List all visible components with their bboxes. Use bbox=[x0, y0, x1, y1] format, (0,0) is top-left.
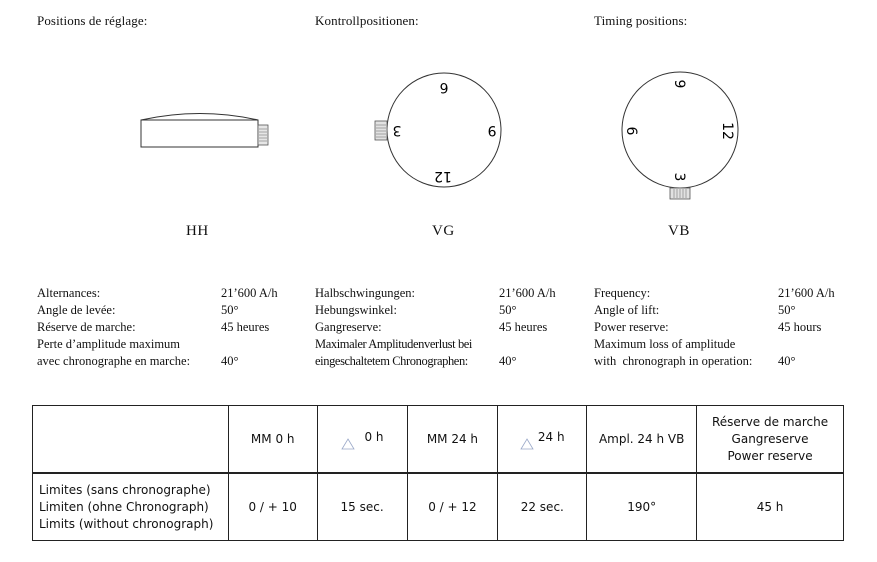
spec-list-de bbox=[315, 285, 472, 370]
value-cell: 15 sec. bbox=[317, 473, 407, 541]
spec-label: with chronograph in operation: bbox=[594, 354, 753, 368]
dial-numeral-left: 3 bbox=[392, 122, 402, 138]
spec-label: Angle de levée: bbox=[37, 303, 116, 317]
spec-label: eingeschaltetem Chronographen: bbox=[315, 354, 468, 368]
heading-en: Timing positions: bbox=[594, 13, 688, 28]
spec-label: Frequency: bbox=[594, 286, 651, 300]
spec-value: 50° bbox=[499, 303, 517, 317]
spec-list-en bbox=[594, 285, 752, 370]
crystal-dome bbox=[141, 114, 258, 121]
spec-label: Réserve de marche: bbox=[37, 320, 136, 334]
limits-table bbox=[32, 405, 844, 541]
header-cell-empty bbox=[33, 406, 229, 474]
spec-values-en bbox=[778, 285, 835, 370]
header-line: Réserve de marche bbox=[711, 414, 829, 429]
spec-label: Hebungswinkel: bbox=[315, 303, 397, 317]
spec-value: 21’600 A/h bbox=[221, 286, 278, 300]
spec-label: Maximaler Amplitudenverlust bei bbox=[315, 337, 473, 351]
value-cell: 0 / + 10 bbox=[228, 473, 317, 541]
spec-label: Gangreserve: bbox=[315, 320, 382, 334]
table-header-row bbox=[33, 406, 844, 474]
dial-numeral-right: 12 bbox=[719, 122, 735, 140]
spec-value bbox=[778, 336, 835, 353]
spec-value: 21’600 A/h bbox=[499, 286, 556, 300]
row-label-line: Limiten (ohne Chronograph) bbox=[39, 499, 209, 514]
spec-value: 40° bbox=[778, 354, 796, 368]
header-cell: Ampl. 24 h VB bbox=[587, 406, 697, 474]
position-code-vg: VG bbox=[432, 223, 455, 239]
header-cell bbox=[498, 406, 587, 474]
delta-triangle-icon bbox=[341, 438, 355, 450]
watch-dial-vg bbox=[370, 68, 510, 198]
spec-value: 40° bbox=[221, 354, 239, 368]
header-cell bbox=[317, 406, 407, 474]
spec-list-fr bbox=[37, 285, 190, 370]
watch-case bbox=[141, 120, 258, 147]
watch-side-view-hh bbox=[135, 105, 275, 155]
dial-numeral-bottom: 12 bbox=[434, 168, 452, 184]
spec-value: 45 heures bbox=[221, 320, 270, 334]
spec-values-fr bbox=[221, 285, 278, 370]
heading-fr: Positions de réglage: bbox=[37, 13, 148, 28]
spec-value bbox=[499, 336, 556, 353]
row-label-line: Limits (without chronograph) bbox=[39, 516, 214, 531]
row-label-cell bbox=[33, 473, 229, 541]
dial-numeral-top: 6 bbox=[439, 79, 449, 95]
spec-label: Perte d’amplitude maximum bbox=[37, 337, 181, 351]
header-label: 24 h bbox=[537, 430, 565, 444]
value-cell: 22 sec. bbox=[498, 473, 587, 541]
dial-numeral-right: 9 bbox=[487, 122, 497, 138]
delta-triangle-icon bbox=[520, 438, 534, 450]
header-line: Power reserve bbox=[727, 448, 813, 463]
crown-icon bbox=[670, 188, 690, 199]
header-cell: MM 0 h bbox=[228, 406, 317, 474]
watch-dial-vb bbox=[615, 68, 747, 204]
header-cell: MM 24 h bbox=[407, 406, 498, 474]
position-code-hh: HH bbox=[186, 223, 209, 239]
spec-value: 50° bbox=[221, 303, 239, 317]
spec-label: Alternances: bbox=[37, 286, 101, 300]
value-cell: 190° bbox=[587, 473, 697, 541]
position-code-vb: VB bbox=[668, 223, 690, 239]
spec-label: Maximum loss of amplitude bbox=[594, 337, 736, 351]
spec-label: Halbschwingungen: bbox=[315, 286, 415, 300]
header-cell-power-reserve bbox=[697, 406, 844, 474]
header-label: 0 h bbox=[364, 430, 384, 444]
spec-value: 50° bbox=[778, 303, 796, 317]
value-cell: 0 / + 12 bbox=[407, 473, 498, 541]
spec-value: 45 heures bbox=[499, 320, 548, 334]
dial-numeral-left: 6 bbox=[623, 126, 639, 136]
value-cell: 45 h bbox=[697, 473, 844, 541]
dial-numeral-bottom: 3 bbox=[671, 172, 687, 182]
heading-de: Kontrollpositionen: bbox=[315, 13, 419, 28]
crown-icon bbox=[375, 121, 387, 140]
spec-label: avec chronographe en marche: bbox=[37, 354, 191, 368]
dial-numeral-top: 9 bbox=[671, 79, 687, 89]
crown-icon bbox=[258, 125, 268, 145]
spec-value bbox=[221, 336, 278, 353]
table-row bbox=[33, 473, 844, 541]
row-label-line: Limites (sans chronographe) bbox=[39, 482, 211, 497]
spec-value: 40° bbox=[499, 354, 517, 368]
spec-label: Angle of lift: bbox=[594, 303, 660, 317]
spec-value: 45 hours bbox=[778, 320, 822, 334]
spec-value: 21’600 A/h bbox=[778, 286, 835, 300]
spec-values-de bbox=[499, 285, 556, 370]
spec-label: Power reserve: bbox=[594, 320, 669, 334]
header-line: Gangreserve bbox=[731, 431, 809, 446]
